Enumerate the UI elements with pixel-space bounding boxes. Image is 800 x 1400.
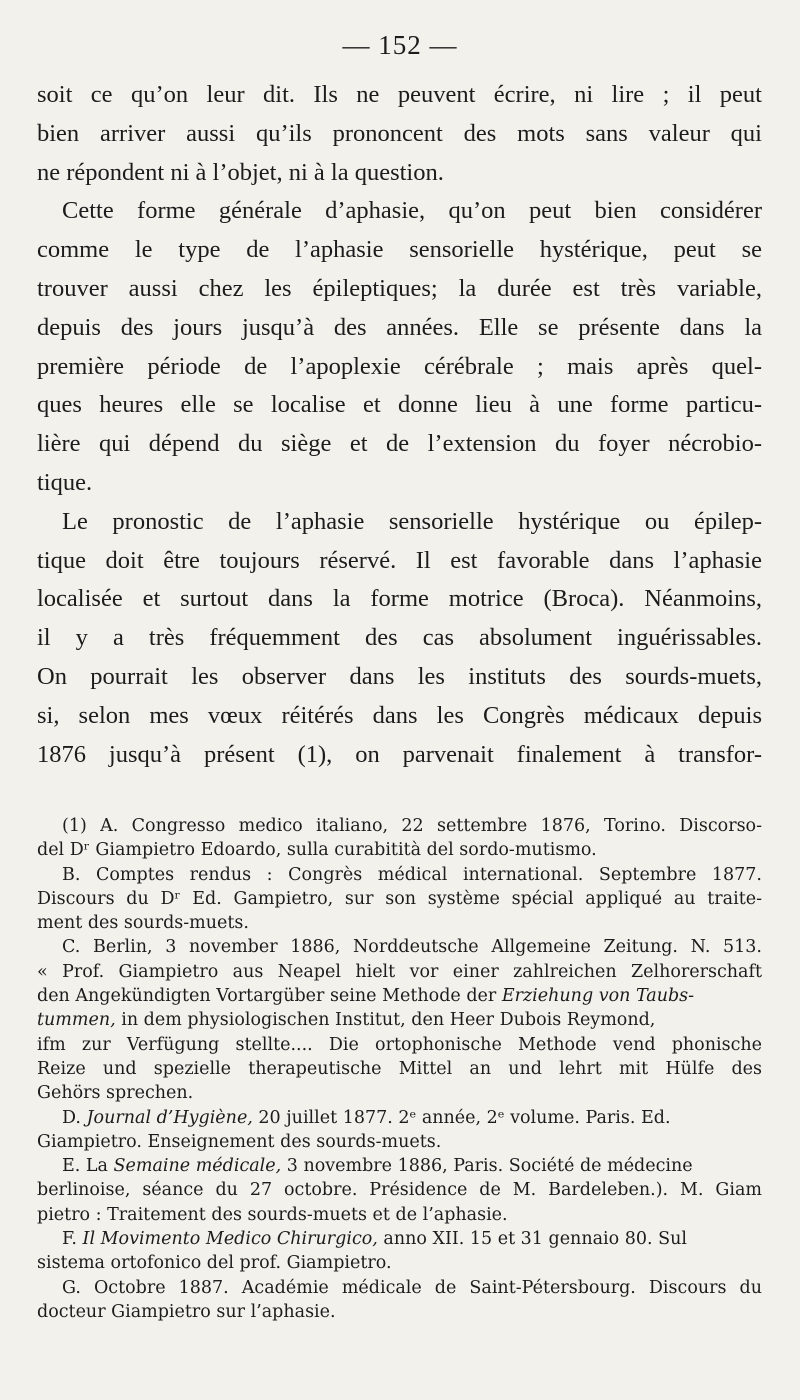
- footnote-c-line: [37, 1008, 762, 1032]
- body-line: depuis des jours jusqu’à des années. Elle se présente dans la: [37, 313, 762, 341]
- footnote-f-line: sistema ortofonico del prof. Giampietro.: [37, 1253, 392, 1274]
- footnote-a-line: (1) A. Congresso medico italiano, 22 settembre 1876, Torino. Discorso-: [62, 816, 762, 836]
- footnote-e-text: E. La: [62, 1156, 114, 1177]
- footnote-e-line: berlinoise, séance du 27 octobre. Présidence de M. Bardeleben.). M. Giam: [37, 1180, 762, 1201]
- footnote-e-line: [37, 1154, 762, 1178]
- footnote-f-italic: Il Movimento Medico Chirurgico,: [82, 1229, 378, 1250]
- body-line: tique doit être toujours réservé. Il est favorable dans l’aphasie: [37, 546, 762, 574]
- footnote-b-line: B. Comptes rendus : Congrès médical international. Septembre 1877.: [62, 864, 762, 885]
- body-line: ques heures elle se localise et donne lieu à une forme particu-: [37, 391, 762, 419]
- body-line: si, selon mes vœux réitérés dans les Congrès médicaux depuis: [37, 701, 762, 729]
- footnote-e-italic: Semaine médicale,: [113, 1156, 282, 1177]
- footnote-g-line: docteur Giampietro sur l’aphasie.: [37, 1301, 336, 1322]
- body-line: trouver aussi chez les épileptiques; la durée est très variable,: [37, 274, 762, 302]
- body-line: Le pronostic de l’aphasie sensorielle hystérique ou épilep-: [62, 507, 762, 535]
- footnote-f-line: [37, 1227, 762, 1251]
- footnote-e-line: pietro : Traitement des sourds-muets et de l’aphasie.: [37, 1204, 508, 1225]
- body-line: ne répondent ni à l’objet, ni à la question.: [37, 158, 444, 186]
- footnote-d-line: Giampietro. Enseignement des sourds-muets.: [37, 1131, 442, 1152]
- footnote-c-text: in dem physiologischen Institut, den Heer Dubois Reymond,: [115, 1010, 656, 1031]
- footnote-c-line: Gehörs sprechen.: [37, 1083, 194, 1104]
- body-line: lière qui dépend du siège et de l’extension du foyer nécrobio-: [37, 430, 762, 458]
- body-line: On pourrait les observer dans les instituts des sourds-muets,: [37, 662, 762, 690]
- footnote-d-text: D.: [62, 1107, 87, 1128]
- footnote-c-line: [37, 984, 762, 1008]
- footnote-f-text: anno XII. 15 et 31 gennaio 80. Sul: [377, 1229, 687, 1250]
- footnote-c-text: den Angekündigten Vortargüber seine Methode der: [37, 986, 502, 1007]
- footnote-c-line: ifm zur Verfügung stellte.... Die ortophonische Methode vend phonische: [37, 1034, 762, 1055]
- footnote-d-italic: Journal d’Hygiène,: [86, 1107, 253, 1128]
- footnote-b-line: ment des sourds-muets.: [37, 913, 249, 934]
- body-line: comme le type de l’aphasie sensorielle hystérique, peut se: [37, 236, 762, 264]
- footnote-c-line: Reize und spezielle therapeutische Mittel an und lehrt mit Hülfe des: [37, 1058, 762, 1079]
- footnote-c-italic: tummen,: [37, 1010, 116, 1031]
- footnote-d-line: [37, 1106, 762, 1130]
- body-line: Cette forme générale d’aphasie, qu’on peut bien considérer: [62, 197, 762, 225]
- footnote-f-text: F.: [62, 1229, 83, 1250]
- footnote-c-line: « Prof. Giampietro aus Neapel hielt vor einer zahlreichen Zelhorerschaft: [37, 961, 762, 982]
- body-line: il y a très fréquemment des cas absolument inguérissables.: [37, 624, 762, 652]
- footnotes: [37, 814, 762, 1324]
- footnote-a-line: del Dʳ Giampietro Edoardo, sulla curabitità del sordo-mutismo.: [37, 840, 597, 861]
- page-number: — 152 —: [342, 30, 458, 60]
- body-text: [37, 76, 762, 774]
- footnote-c-italic: Erziehung von Taubs-: [501, 986, 695, 1007]
- body-line: première période de l’apoplexie cérébrale ; mais après quel-: [37, 352, 762, 380]
- footnote-c-line: C. Berlin, 3 november 1886, Norddeutsche Allgemeine Zeitung. N. 513.: [62, 937, 762, 958]
- body-line: localisée et surtout dans la forme motrice (Broca). Néanmoins,: [37, 585, 762, 613]
- body-line: tique.: [37, 468, 93, 496]
- footnote-d-text: 20 juillet 1877. 2ᵉ année, 2ᵉ volume. Paris. Ed.: [252, 1107, 671, 1128]
- body-line: bien arriver aussi qu’ils prononcent des mots sans valeur qui: [37, 119, 762, 147]
- body-line: soit ce qu’on leur dit. Ils ne peuvent écrire, ni lire ; il peut: [37, 81, 762, 108]
- footnote-b-line: Discours du Dʳ Ed. Gampietro, sur son système spécial appliqué au traite-: [37, 888, 762, 909]
- footnote-g-line: G. Octobre 1887. Académie médicale de Saint-Pétersbourg. Discours du: [62, 1277, 762, 1298]
- body-line: 1876 jusqu’à présent (1), on parvenait finalement à transfor-: [37, 740, 762, 768]
- footnote-e-text: 3 novembre 1886, Paris. Société de médecine: [281, 1156, 693, 1177]
